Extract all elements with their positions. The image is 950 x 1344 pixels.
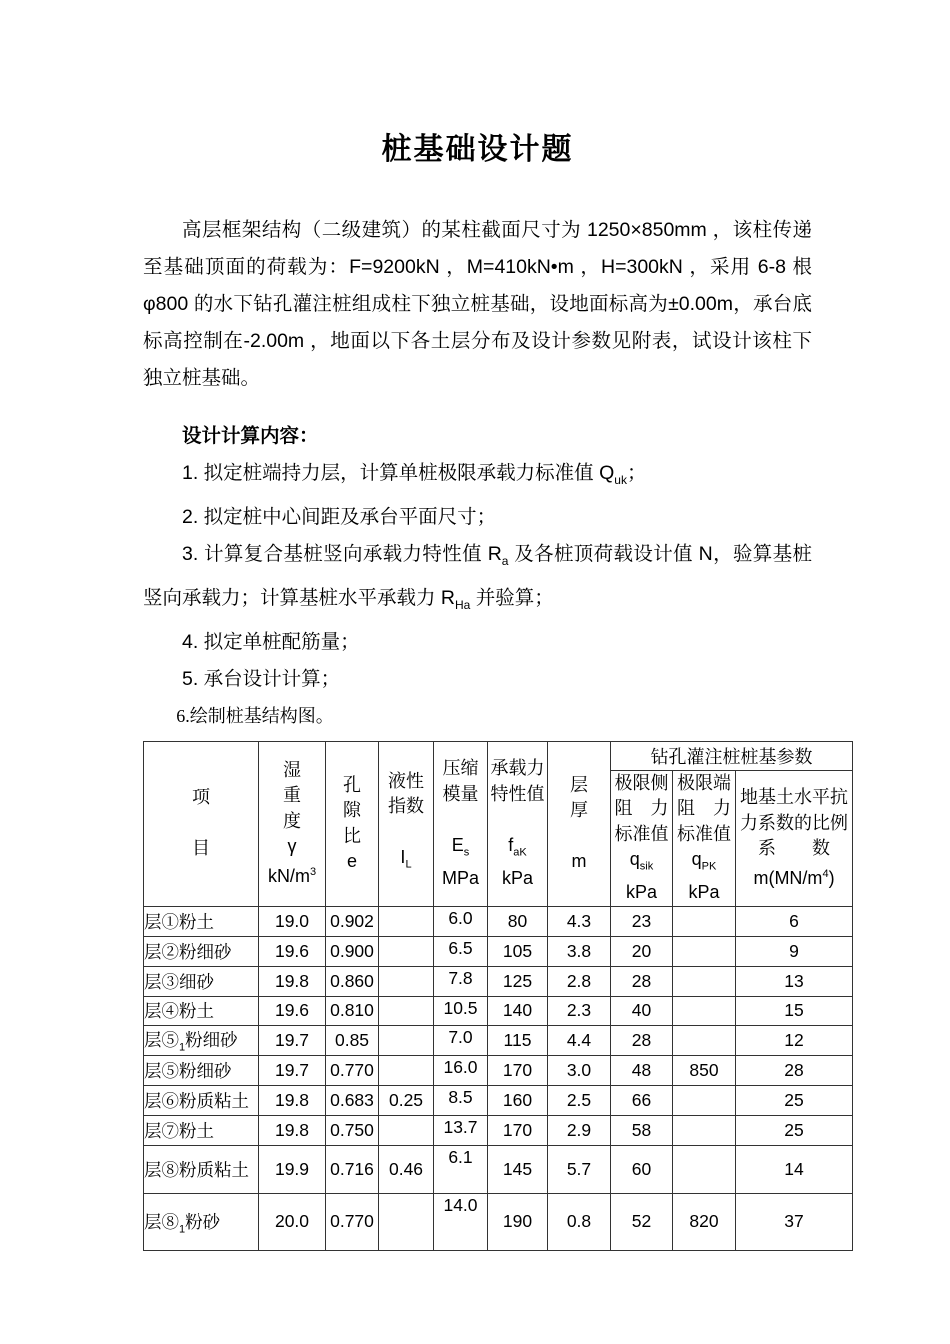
row-label: 层$⑧_1$粉砂 — [144, 1193, 259, 1250]
table-row-10 — [144, 1193, 853, 1250]
cell-ultimate-end-resistance — [673, 966, 736, 996]
cell-liquidity-index — [379, 1115, 434, 1145]
cell-ultimate-side-resistance: 28 — [611, 1025, 673, 1055]
list-item-5: 5. 承台设计计算； — [182, 667, 341, 690]
cell-void-ratio: 0.770 — [326, 1055, 379, 1085]
header-line: 层 — [570, 774, 588, 795]
cell-liquidity-index — [379, 996, 434, 1025]
table-row-3 — [144, 966, 853, 996]
cell-wet-unit-weight: 19.8 — [259, 966, 326, 996]
cell-layer-thickness: 2.5 — [548, 1085, 611, 1115]
cell-void-ratio: 0.716 — [326, 1145, 379, 1193]
cell-ultimate-end-resistance — [673, 1145, 736, 1193]
table-row-1 — [144, 906, 853, 936]
cell-wet-unit-weight: 19.8 — [259, 1115, 326, 1145]
header-line — [144, 811, 258, 837]
header-line: e — [346, 851, 357, 872]
list-item-1: 1. 拟定桩端持力层，计算单桩极限承载力标准值 $Q_{uk}$； — [182, 462, 647, 487]
header-line: 地基土水平抗 — [740, 787, 848, 808]
table-row-8 — [144, 1115, 853, 1145]
cell-liquidity-index — [379, 1055, 434, 1085]
header-line: kPa — [625, 882, 658, 903]
cell-liquidity-index — [379, 936, 434, 966]
cell-liquidity-index — [379, 1025, 434, 1055]
header-line: $q_{sik}$ — [629, 849, 654, 873]
cell-bearing-capacity: 115 — [488, 1025, 548, 1055]
table-row-5 — [144, 1025, 853, 1055]
header-line — [548, 824, 610, 850]
cell-liquidity-index: 0.25 — [379, 1085, 434, 1115]
cell-horizontal-resistance-coefficient: 6 — [736, 906, 853, 936]
row-label: 层④粉土 — [144, 996, 259, 1025]
cell-ultimate-end-resistance: 820 — [673, 1193, 736, 1250]
cell-horizontal-resistance-coefficient: 14 — [736, 1145, 853, 1193]
cell-ultimate-end-resistance — [673, 1025, 736, 1055]
cell-compression-modulus: 7.8 — [434, 966, 488, 996]
cell-layer-thickness: 0.8 — [548, 1193, 611, 1250]
problem-statement: 高层框架结构（二级建筑）的某柱截面尺寸为 1250×850mm ，该柱传递至基础顶面的荷载为：F=9200kN ，M=410kN•m ，H=300kN ，采用 6-8 根 φ800 的水下钻孔灌注桩组成柱下独立桩基础，设地面标高为±0.00m，承台底标高控制在-2.00m ，地面以下各土层分布及设计参数见附表，试设计该柱下独立桩基础。 — [143, 219, 812, 389]
cell-void-ratio: 0.860 — [326, 966, 379, 996]
cell-ultimate-side-resistance: 48 — [611, 1055, 673, 1085]
header-cell-liquidity-index — [379, 741, 434, 906]
cell-layer-thickness: 3.8 — [548, 936, 611, 966]
header-line: 孔 — [343, 774, 361, 795]
cell-liquidity-index — [379, 1193, 434, 1250]
row-label: 层⑧粉质粘土 — [144, 1145, 259, 1193]
cell-liquidity-index — [379, 906, 434, 936]
header-line: $I_L$ — [400, 847, 412, 872]
table-row-4 — [144, 996, 853, 1025]
header-line: 标准值 — [677, 823, 731, 844]
cell-wet-unit-weight: 19.7 — [259, 1055, 326, 1085]
cell-bearing-capacity: 170 — [488, 1055, 548, 1085]
cell-horizontal-resistance-coefficient: 9 — [736, 936, 853, 966]
header-line: 度 — [283, 810, 301, 831]
header-cell-layer-thickness — [548, 741, 611, 906]
header-line: 指数 — [388, 796, 424, 817]
header-cell-void-ratio — [326, 741, 379, 906]
cell-bearing-capacity: 160 — [488, 1085, 548, 1115]
cell-horizontal-resistance-coefficient: 12 — [736, 1025, 853, 1055]
cell-horizontal-resistance-coefficient: 25 — [736, 1115, 853, 1145]
cell-horizontal-resistance-coefficient: 25 — [736, 1085, 853, 1115]
cell-ultimate-side-resistance: 23 — [611, 906, 673, 936]
table-row-9 — [144, 1145, 853, 1193]
header-cell-ultimate-side-resistance — [611, 770, 673, 906]
cell-ultimate-end-resistance — [673, 1085, 736, 1115]
cell-compression-modulus: 6.5 — [434, 936, 488, 966]
list-item-3: 3. 计算复合基桩竖向承载力特性值 $R_a$ 及各桩顶荷载设计值 N，验算基桩竖向承载力；计算基桩水平承载力 $R_{Ha}$ 并验算； — [143, 542, 813, 612]
table-row-7 — [144, 1085, 853, 1115]
table-row-6 — [144, 1055, 853, 1085]
cell-horizontal-resistance-coefficient: 37 — [736, 1193, 853, 1250]
header-line: 项 — [192, 787, 210, 808]
row-label: 层$⑤_1$粉细砂 — [144, 1025, 259, 1055]
header-cell-compression-modulus — [434, 741, 488, 906]
cell-void-ratio: 0.683 — [326, 1085, 379, 1115]
header-line: 湿 — [283, 759, 301, 780]
header-line: 隙 — [343, 800, 361, 821]
cell-layer-thickness: 4.3 — [548, 906, 611, 936]
header-line: $f_{aK}$ — [508, 834, 527, 859]
cell-ultimate-end-resistance — [673, 936, 736, 966]
section-heading: 设计计算内容： — [182, 425, 319, 447]
cell-ultimate-side-resistance: 66 — [611, 1085, 673, 1115]
table-row-2 — [144, 936, 853, 966]
cell-void-ratio: 0.770 — [326, 1193, 379, 1250]
header-cell-item — [144, 741, 259, 906]
header-line: 极限端 — [677, 772, 731, 793]
cell-wet-unit-weight: 19.6 — [259, 936, 326, 966]
header-line: 极限侧 — [614, 772, 669, 793]
header-line: 系 数 — [758, 838, 830, 859]
list-item-6: 6.绘制桩基结构图。 — [176, 705, 334, 726]
header-line: 阻 力 — [614, 798, 669, 819]
cell-wet-unit-weight: 20.0 — [259, 1193, 326, 1250]
header-line: 比 — [343, 825, 361, 846]
header-line: 目 — [192, 838, 210, 859]
header-line: $kN/m^3$ — [267, 865, 317, 886]
cell-ultimate-end-resistance: 850 — [673, 1055, 736, 1085]
header-line: kPa — [501, 867, 534, 888]
cell-bearing-capacity: 170 — [488, 1115, 548, 1145]
row-label: 层③细砂 — [144, 966, 259, 996]
cell-ultimate-side-resistance: 58 — [611, 1115, 673, 1145]
cell-liquidity-index — [379, 966, 434, 996]
header-line: $E_s$ — [451, 834, 470, 859]
cell-ultimate-side-resistance: 20 — [611, 936, 673, 966]
cell-ultimate-end-resistance — [673, 906, 736, 936]
header-line: 压缩 — [442, 758, 479, 779]
header-line — [434, 807, 487, 833]
cell-bearing-capacity: 190 — [488, 1193, 548, 1250]
cell-layer-thickness: 2.9 — [548, 1115, 611, 1145]
cell-compression-modulus: 14.0 — [434, 1193, 488, 1250]
header-line — [379, 820, 433, 846]
cell-wet-unit-weight: 19.8 — [259, 1085, 326, 1115]
header-line: 厚 — [570, 800, 588, 821]
header-line: kPa — [688, 882, 720, 903]
header-line: 阻 力 — [677, 798, 731, 819]
cell-layer-thickness: 3.0 — [548, 1055, 611, 1085]
cell-void-ratio: 0.85 — [326, 1025, 379, 1055]
header-line: 液性 — [388, 770, 424, 791]
cell-compression-modulus: 6.0 — [434, 906, 488, 936]
cell-ultimate-side-resistance: 40 — [611, 996, 673, 1025]
row-label: 层①粉土 — [144, 906, 259, 936]
problem-statement-block — [143, 212, 852, 397]
cell-horizontal-resistance-coefficient: 13 — [736, 966, 853, 996]
header-line: $m(MN/m^4)$ — [753, 867, 835, 888]
cell-layer-thickness: 2.3 — [548, 996, 611, 1025]
cell-ultimate-side-resistance: 60 — [611, 1145, 673, 1193]
cell-wet-unit-weight: 19.9 — [259, 1145, 326, 1193]
header-line: 重 — [283, 785, 301, 806]
cell-layer-thickness: 4.4 — [548, 1025, 611, 1055]
cell-bearing-capacity: 125 — [488, 966, 548, 996]
header-line: 模量 — [442, 783, 479, 804]
cell-ultimate-end-resistance — [673, 1115, 736, 1145]
soil-parameters-table — [143, 741, 853, 1251]
header-cell-bearing-capacity — [488, 741, 548, 906]
list-item-2: 2. 拟定桩中心间距及承台平面尺寸； — [182, 505, 497, 528]
cell-bearing-capacity: 80 — [488, 906, 548, 936]
page-title: 桩基础设计题 — [381, 133, 574, 166]
header-line: MPa — [441, 867, 479, 888]
header-line: γ — [287, 836, 297, 857]
table-body — [144, 906, 853, 1250]
header-cell-horizontal-resistance-coefficient — [736, 770, 853, 906]
header-line: 承载力 — [490, 758, 545, 779]
cell-void-ratio: 0.900 — [326, 936, 379, 966]
header-line: $q_{PK}$ — [691, 849, 717, 873]
pile-params-group-header: 钻孔灌注桩桩基参数 — [611, 741, 853, 770]
header-line — [488, 807, 547, 833]
cell-wet-unit-weight: 19.0 — [259, 906, 326, 936]
header-line: 标准值 — [614, 823, 669, 844]
cell-layer-thickness: 2.8 — [548, 966, 611, 996]
header-line: 特性值 — [490, 783, 545, 804]
row-label: 层⑦粉土 — [144, 1115, 259, 1145]
cell-bearing-capacity: 140 — [488, 996, 548, 1025]
cell-compression-modulus: 6.1 — [434, 1145, 488, 1193]
header-cell-wet-unit-weight — [259, 741, 326, 906]
cell-layer-thickness: 5.7 — [548, 1145, 611, 1193]
cell-compression-modulus: 8.5 — [434, 1085, 488, 1115]
cell-bearing-capacity: 145 — [488, 1145, 548, 1193]
cell-bearing-capacity: 105 — [488, 936, 548, 966]
cell-compression-modulus: 16.0 — [434, 1055, 488, 1085]
cell-void-ratio: 0.902 — [326, 906, 379, 936]
cell-wet-unit-weight: 19.6 — [259, 996, 326, 1025]
cell-void-ratio: 0.750 — [326, 1115, 379, 1145]
cell-horizontal-resistance-coefficient: 15 — [736, 996, 853, 1025]
cell-wet-unit-weight: 19.7 — [259, 1025, 326, 1055]
table-header-row-1 — [144, 741, 853, 770]
cell-liquidity-index: 0.46 — [379, 1145, 434, 1193]
cell-compression-modulus: 7.0 — [434, 1025, 488, 1055]
cell-horizontal-resistance-coefficient: 28 — [736, 1055, 853, 1085]
row-label: 层②粉细砂 — [144, 936, 259, 966]
list-item-4: 4. 拟定单桩配筋量； — [182, 630, 360, 653]
cell-void-ratio: 0.810 — [326, 996, 379, 1025]
table-head — [144, 741, 853, 906]
header-line: 力系数的比例 — [740, 812, 848, 833]
cell-compression-modulus: 10.5 — [434, 996, 488, 1025]
cell-ultimate-side-resistance: 52 — [611, 1193, 673, 1250]
row-label: 层⑥粉质粘土 — [144, 1085, 259, 1115]
header-cell-ultimate-end-resistance — [673, 770, 736, 906]
cell-compression-modulus: 13.7 — [434, 1115, 488, 1145]
header-line: m — [571, 851, 587, 872]
row-label: 层⑤粉细砂 — [144, 1055, 259, 1085]
cell-ultimate-end-resistance — [673, 996, 736, 1025]
cell-ultimate-side-resistance: 28 — [611, 966, 673, 996]
